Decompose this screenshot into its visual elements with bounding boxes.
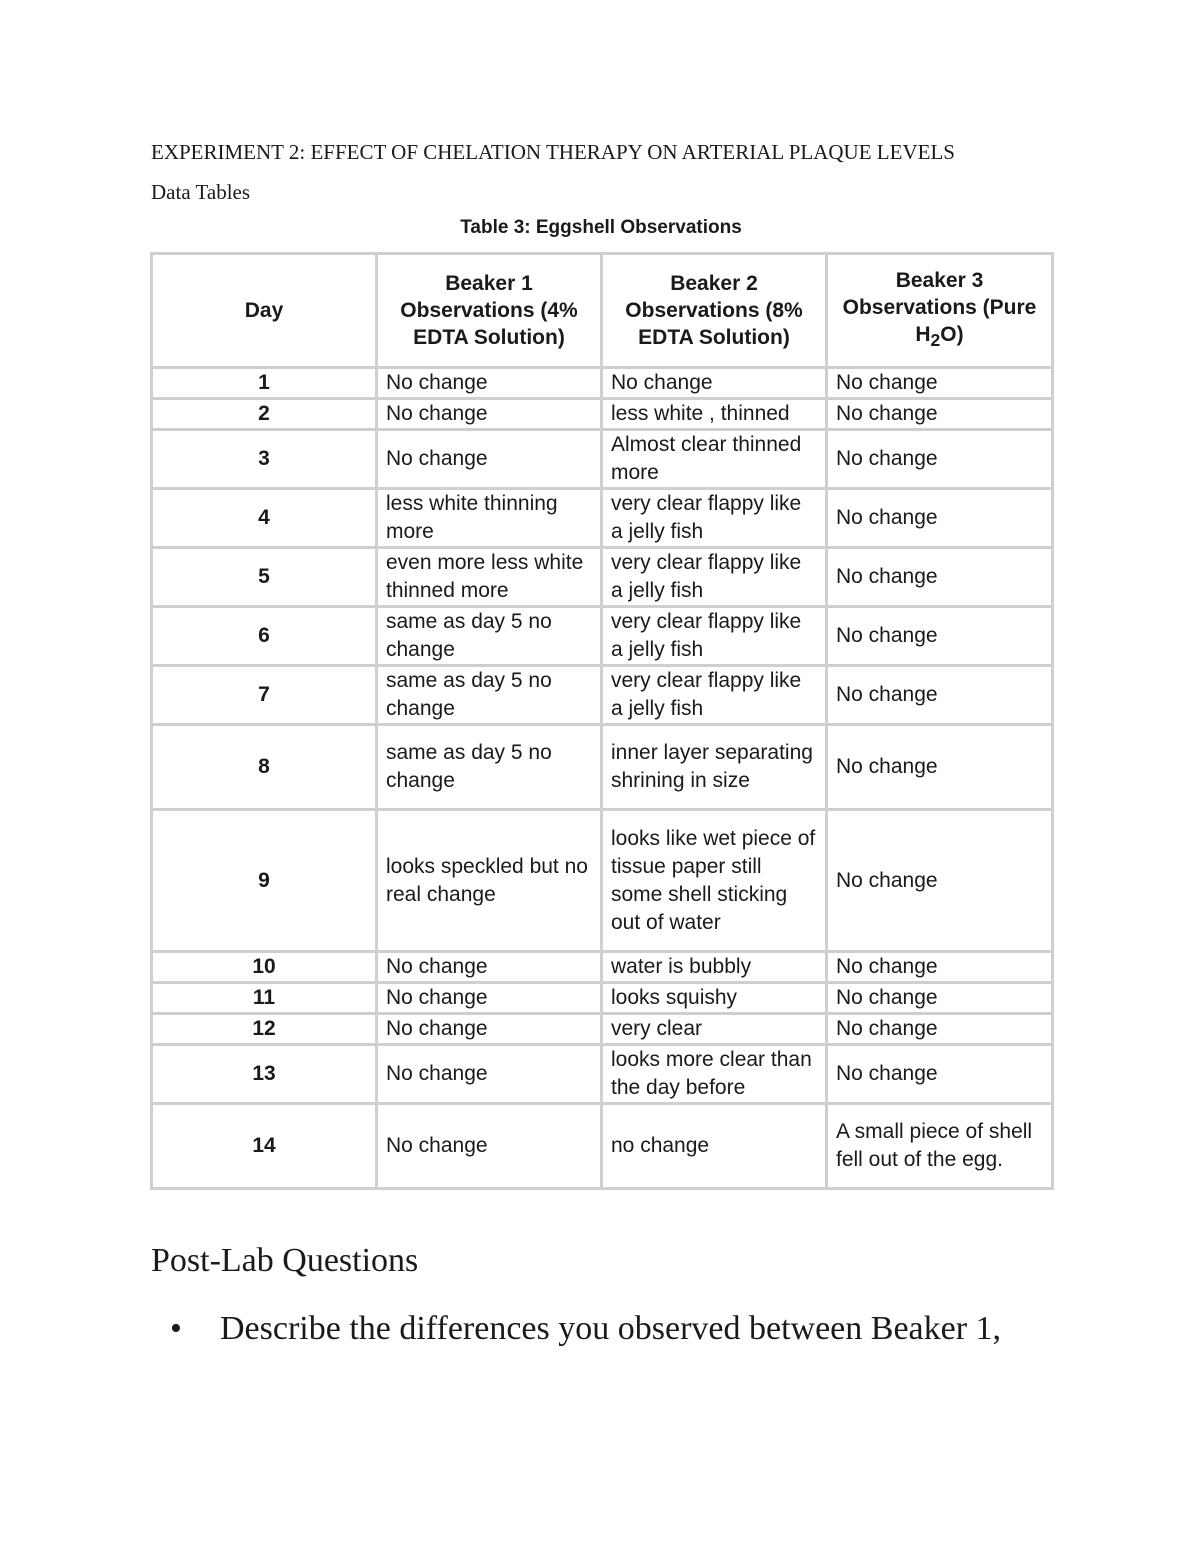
day-cell: 7 [152,666,377,725]
beaker-2-cell: looks squishy [602,983,827,1014]
beaker-2-cell: no change [602,1104,827,1189]
day-cell: 10 [152,952,377,983]
beaker-1-cell: No change [377,399,602,430]
beaker-3-cell: A small piece of shell fell out of the egg. [827,1104,1053,1189]
table-row [152,952,1053,983]
table-row [152,607,1053,666]
beaker-3-cell: No change [827,1014,1053,1045]
day-cell: 6 [152,607,377,666]
post-lab-question [170,1310,1050,1348]
beaker-2-cell: very clear flappy like a jelly fish [602,607,827,666]
table-row [152,725,1053,810]
beaker-2-cell: looks more clear than the day before [602,1045,827,1104]
header-beaker-3 [827,254,1053,368]
table-row [152,1104,1053,1189]
beaker-3-cell: No change [827,430,1053,489]
beaker-2-cell: No change [602,368,827,399]
beaker-3-cell: No change [827,399,1053,430]
beaker-3-cell: No change [827,952,1053,983]
day-cell: 4 [152,489,377,548]
table-row [152,983,1053,1014]
beaker-2-cell: very clear flappy like a jelly fish [602,666,827,725]
post-lab-title: Post-Lab Questions [151,1242,419,1279]
beaker-2-cell: Almost clear thinned more [602,430,827,489]
beaker-1-cell: No change [377,952,602,983]
beaker-1-cell: No change [377,368,602,399]
table-row [152,810,1053,952]
beaker-2-cell: inner layer separating shrining in size [602,725,827,810]
table-row [152,399,1053,430]
day-cell: 3 [152,430,377,489]
day-cell: 1 [152,368,377,399]
table-caption: Table 3: Eggshell Observations [460,217,742,238]
beaker-2-cell: less white , thinned [602,399,827,430]
beaker-2-cell: looks like wet piece of tissue paper still some shell sticking out of water [602,810,827,952]
beaker-2-cell: very clear flappy like a jelly fish [602,548,827,607]
beaker-1-cell: looks speckled but no real change [377,810,602,952]
beaker-1-cell: No change [377,1045,602,1104]
section-subheading: Data Tables [151,180,251,204]
table-row [152,430,1053,489]
beaker-2-cell: very clear [602,1014,827,1045]
beaker-3-cell: No change [827,489,1053,548]
beaker-1-cell: No change [377,1104,602,1189]
table-row [152,1014,1053,1045]
beaker-1-cell: same as day 5 no change [377,725,602,810]
document-heading: EXPERIMENT 2: EFFECT OF CHELATION THERAPY ON ARTERIAL PLAQUE LEVELS [151,140,955,164]
table-row [152,548,1053,607]
eggshell-observations-table [150,252,1054,1190]
beaker-1-cell: even more less white thinned more [377,548,602,607]
day-cell: 12 [152,1014,377,1045]
beaker-3-cell: No change [827,810,1053,952]
header-day: Day [152,254,377,368]
beaker-3-cell: No change [827,1045,1053,1104]
beaker-1-cell: No change [377,983,602,1014]
day-cell: 14 [152,1104,377,1189]
day-cell: 5 [152,548,377,607]
table-row [152,666,1053,725]
beaker-1-cell: same as day 5 no change [377,607,602,666]
day-cell: 9 [152,810,377,952]
beaker-1-cell: same as day 5 no change [377,666,602,725]
beaker-3-cell: No change [827,368,1053,399]
header-beaker-3-end: O) [940,322,964,346]
beaker-1-cell: No change [377,1014,602,1045]
table-row [152,489,1053,548]
beaker-3-cell: No change [827,548,1053,607]
beaker-2-cell: water is bubbly [602,952,827,983]
header-beaker-3-text: Beaker 3 Observations (Pure H [842,268,1037,346]
header-beaker-2: Beaker 2 Observations (8% EDTA Solution) [602,254,827,368]
header-beaker-1: Beaker 1 Observations (4% EDTA Solution) [377,254,602,368]
day-cell: 2 [152,399,377,430]
header-beaker-3-subscript: 2 [930,330,941,351]
beaker-3-cell: No change [827,607,1053,666]
day-cell: 13 [152,1045,377,1104]
table-body [152,368,1053,1189]
bullet-icon: • [170,1310,182,1347]
question-text: Describe the differences you observed between Beaker 1, [220,1310,1002,1347]
beaker-1-cell: No change [377,430,602,489]
day-cell: 8 [152,725,377,810]
table-row [152,368,1053,399]
beaker-2-cell: very clear flappy like a jelly fish [602,489,827,548]
table-row [152,1045,1053,1104]
day-cell: 11 [152,983,377,1014]
beaker-3-cell: No change [827,666,1053,725]
table-header-row [152,254,1053,368]
beaker-1-cell: less white thinning more [377,489,602,548]
beaker-3-cell: No change [827,983,1053,1014]
beaker-3-cell: No change [827,725,1053,810]
